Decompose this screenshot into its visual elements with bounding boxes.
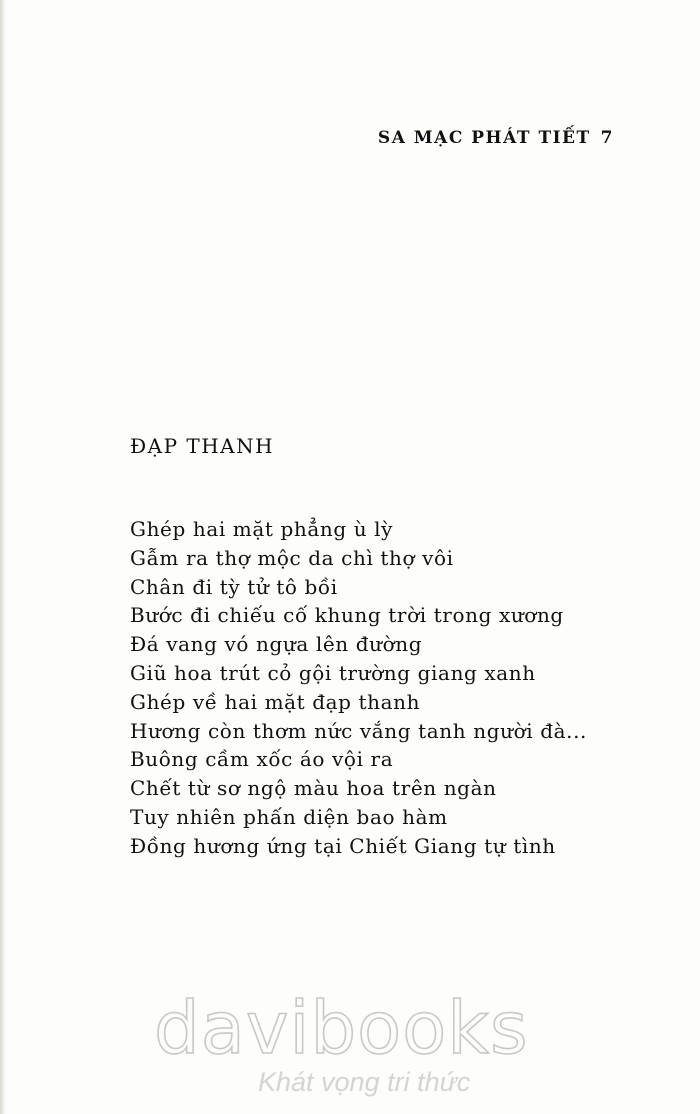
poem-line: Đá vang vó ngựa lên đường — [130, 632, 423, 657]
running-header — [378, 128, 614, 148]
poem-line: Ghép về hai mặt đạp thanh — [130, 689, 421, 714]
poem-line: Đồng hương ứng tại Chiết Giang tự tình — [130, 833, 556, 858]
watermark-tagline: Khát vọng tri thức — [258, 1067, 471, 1097]
poem-line: Buông cầm xốc áo vội ra — [130, 747, 394, 772]
watermark — [0, 985, 700, 1114]
poem-line: Gẫm ra thợ mộc da chì thợ vôi — [130, 545, 454, 570]
page-number: 7 — [600, 128, 614, 148]
poem-body — [130, 515, 587, 861]
poem-title: ĐẠP THANH — [130, 434, 275, 458]
running-header-title: SA MẠC PHÁT TIẾT — [377, 128, 591, 148]
watermark-brand: davibooks — [154, 986, 529, 1070]
page-gutter-shadow — [0, 0, 6, 1114]
poem-line: Hương còn thơm nức vắng tanh người đà... — [130, 718, 587, 743]
poem-line: Chết từ sơ ngộ màu hoa trên ngàn — [130, 776, 497, 801]
poem-line: Ghép hai mặt phẳng ù lỳ — [130, 517, 394, 541]
poem-line: Giũ hoa trút cỏ gội trường giang xanh — [130, 660, 536, 685]
poem-line: Chân đi tỳ tử tô bồi — [130, 574, 338, 599]
poem-line: Bước đi chiếu cố khung trời trong xương — [130, 603, 564, 628]
poem-line: Tuy nhiên phấn diện bao hàm — [130, 804, 448, 829]
